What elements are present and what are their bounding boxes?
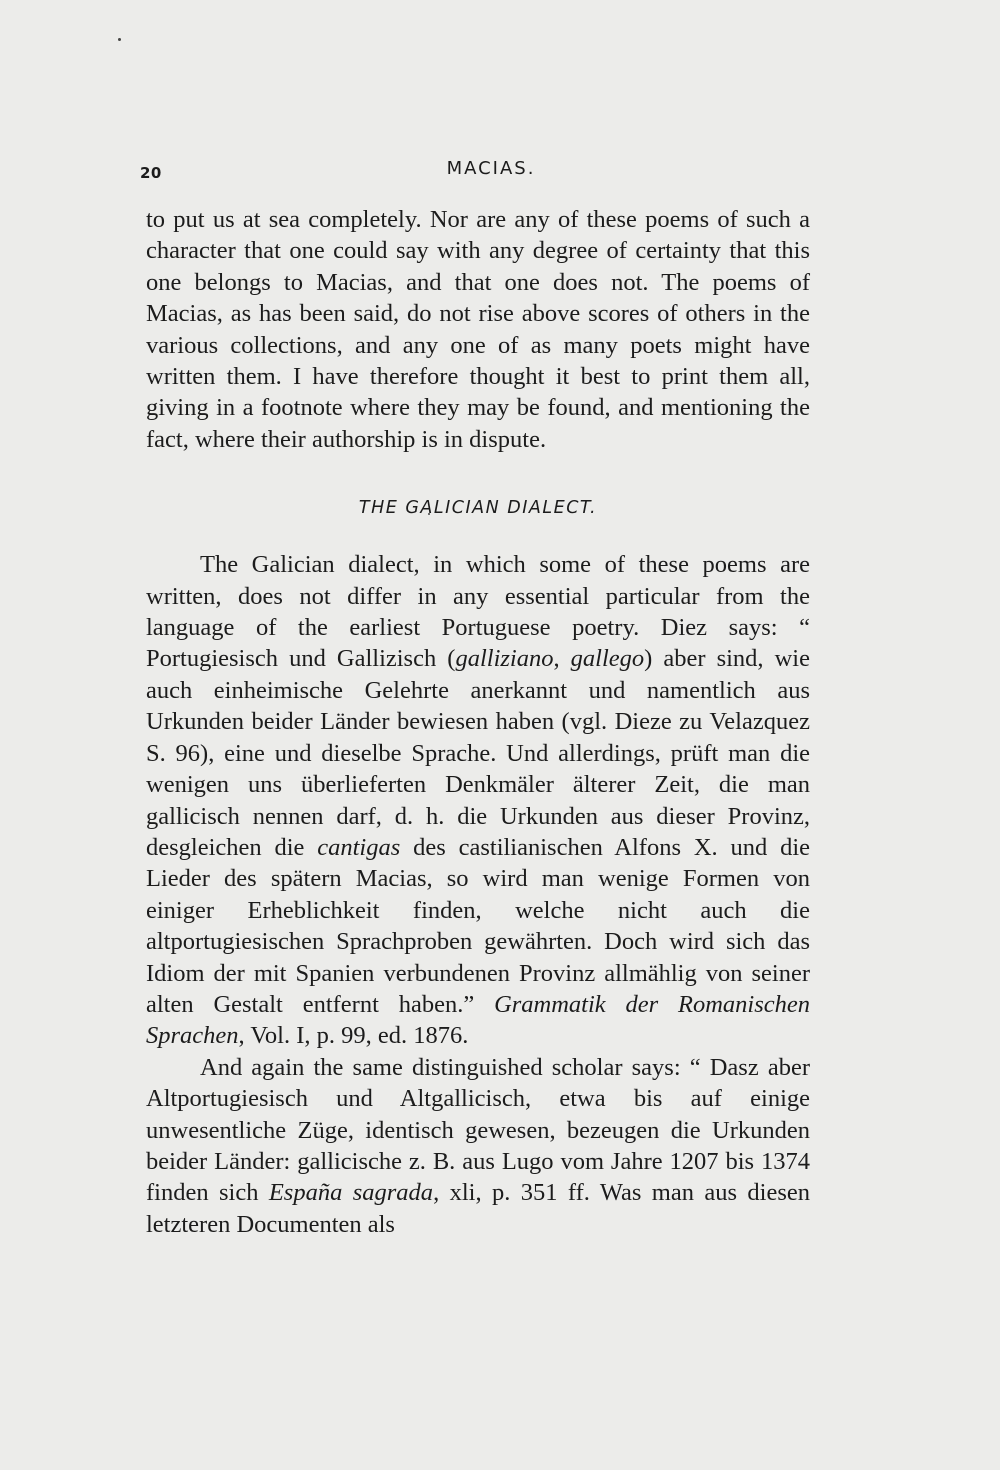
italic-run: galliziano bbox=[455, 645, 554, 673]
paragraph: to put us at sea completely. Nor are any of these poems of such a character that one could say with any degree of certainty that this one belongs to Macias, and that one does not. The poems of Macias, as has been said, do not rise above scores of others in the various collections, and any one of as many poets might have written them. I have therefore thought it best to print them all, giving in a footnote where they may be found, and mentioning the fact, where their authorship is in dispute. bbox=[146, 206, 810, 453]
italic-run: cantigas bbox=[317, 833, 401, 861]
text-run: , Vol. I, p. 99, ed. 1876. bbox=[238, 1022, 469, 1050]
italic-run: gallego bbox=[570, 645, 645, 673]
section-heading: THE GALICIAN DIALECT. bbox=[358, 498, 598, 519]
running-head bbox=[140, 158, 812, 188]
text-run: , xli, p. 351 ff. Was man aus diesen letzteren Documenten als bbox=[146, 1179, 810, 1238]
running-title: MACIAS. bbox=[446, 158, 536, 179]
italic-run: España sagrada bbox=[268, 1179, 434, 1207]
text-run: And again the same distinguished scholar says: “ Dasz aber Altportugiesisch und Altgallicisch, etwa bis auf einige unwesentliche Züge, identisch gewesen, bezeugen die Urkunden beider Länder: gallicische z. B. aus Lugo vom Jahre 1207 bis 1374 finden sich bbox=[146, 1053, 810, 1207]
paragraph bbox=[146, 549, 810, 1052]
italic-run: Grammatik der Romanischen Sprachen bbox=[146, 990, 811, 1050]
text-run: , bbox=[553, 645, 571, 673]
speck-mark bbox=[118, 38, 121, 41]
text-run: des castilianischen Alfons X. und die Lieder des spätern Macias, so wird man wenige Formen von einiger Erheblichkeit finden, welche nicht auch die altportugiesischen Sprachproben gewährten. Doch wird sich das Idiom der mit Spanien verbundenen Provinz allmählig von seiner alten Gestalt entfernt haben.” bbox=[146, 833, 810, 1018]
paragraph bbox=[146, 1052, 810, 1240]
text-run: The Galician dialect, in which some of these poems are written, does not differ in any essential particular from the language of the earliest Portuguese poetry. Diez says: “ Portugiesisch und Gallizisch ( bbox=[146, 551, 810, 673]
body-text bbox=[146, 204, 810, 1240]
page-number: 20 bbox=[140, 164, 162, 182]
text-run: ) aber sind, wie auch einheimische Gelehrte anerkannt und namentlich aus Urkunden beider Länder bewiesen haben (vgl. Dieze zu Velazquez S. 96), eine und dieselbe Sprache. Und allerdings, prüft man die wenigen uns überlieferten Denkmäler älterer Zeit, die man gallicisch nennen darf, d. h. die Urkunden aus dieser Provinz, desgleichen die bbox=[146, 645, 810, 861]
